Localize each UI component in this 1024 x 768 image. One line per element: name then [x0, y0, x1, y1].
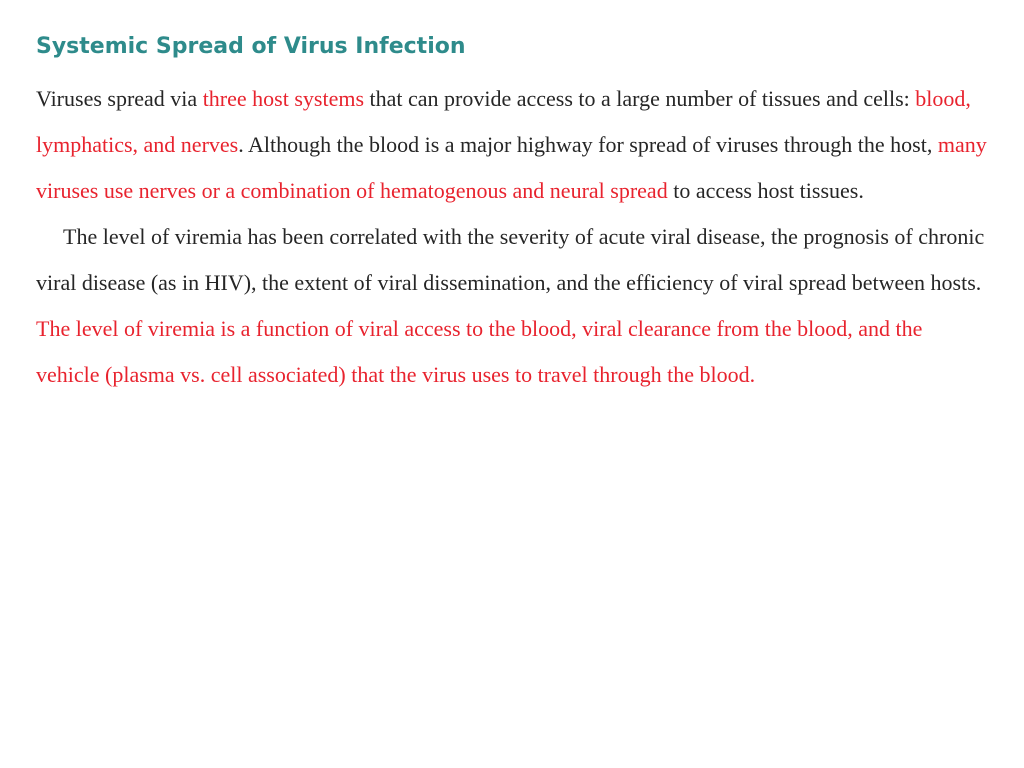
highlight-nerves-combination: many viruses use nerves or a combination of hematogenous and neural spread: [36, 132, 987, 203]
paragraph-2-text-1: The level of viremia has been correlated with the severity of acute viral disease, the prognosis of chronic viral disease (as in HIV), the extent of viral dissemination, and the efficiency of viral spread between hosts.: [36, 224, 985, 295]
highlight-blood-lymphatics-nerves: blood, lymphatics, and nerves: [36, 86, 971, 157]
slide-body: [36, 76, 988, 398]
paragraph-1-text-3: . Although the blood is a major highway for spread of viruses through the host,: [238, 132, 938, 157]
paragraph-1-text-1: Viruses spread via: [36, 86, 203, 111]
paragraph-2: [36, 214, 988, 398]
paragraph-1-text-2: that can provide access to a large number of tissues and cells:: [364, 86, 916, 111]
slide-title: Systemic Spread of Virus Infection: [36, 34, 466, 59]
paragraph-1: [36, 76, 988, 214]
highlight-three-host-systems: three host systems: [202, 86, 365, 111]
paragraph-1-text-4: to access host tissues.: [667, 178, 864, 203]
highlight-viremia-function: The level of viremia is a function of viral access to the blood, viral clearance from the blood, and the vehicle (plasma vs. cell associated) that the virus uses to travel through the blood.: [36, 316, 923, 387]
